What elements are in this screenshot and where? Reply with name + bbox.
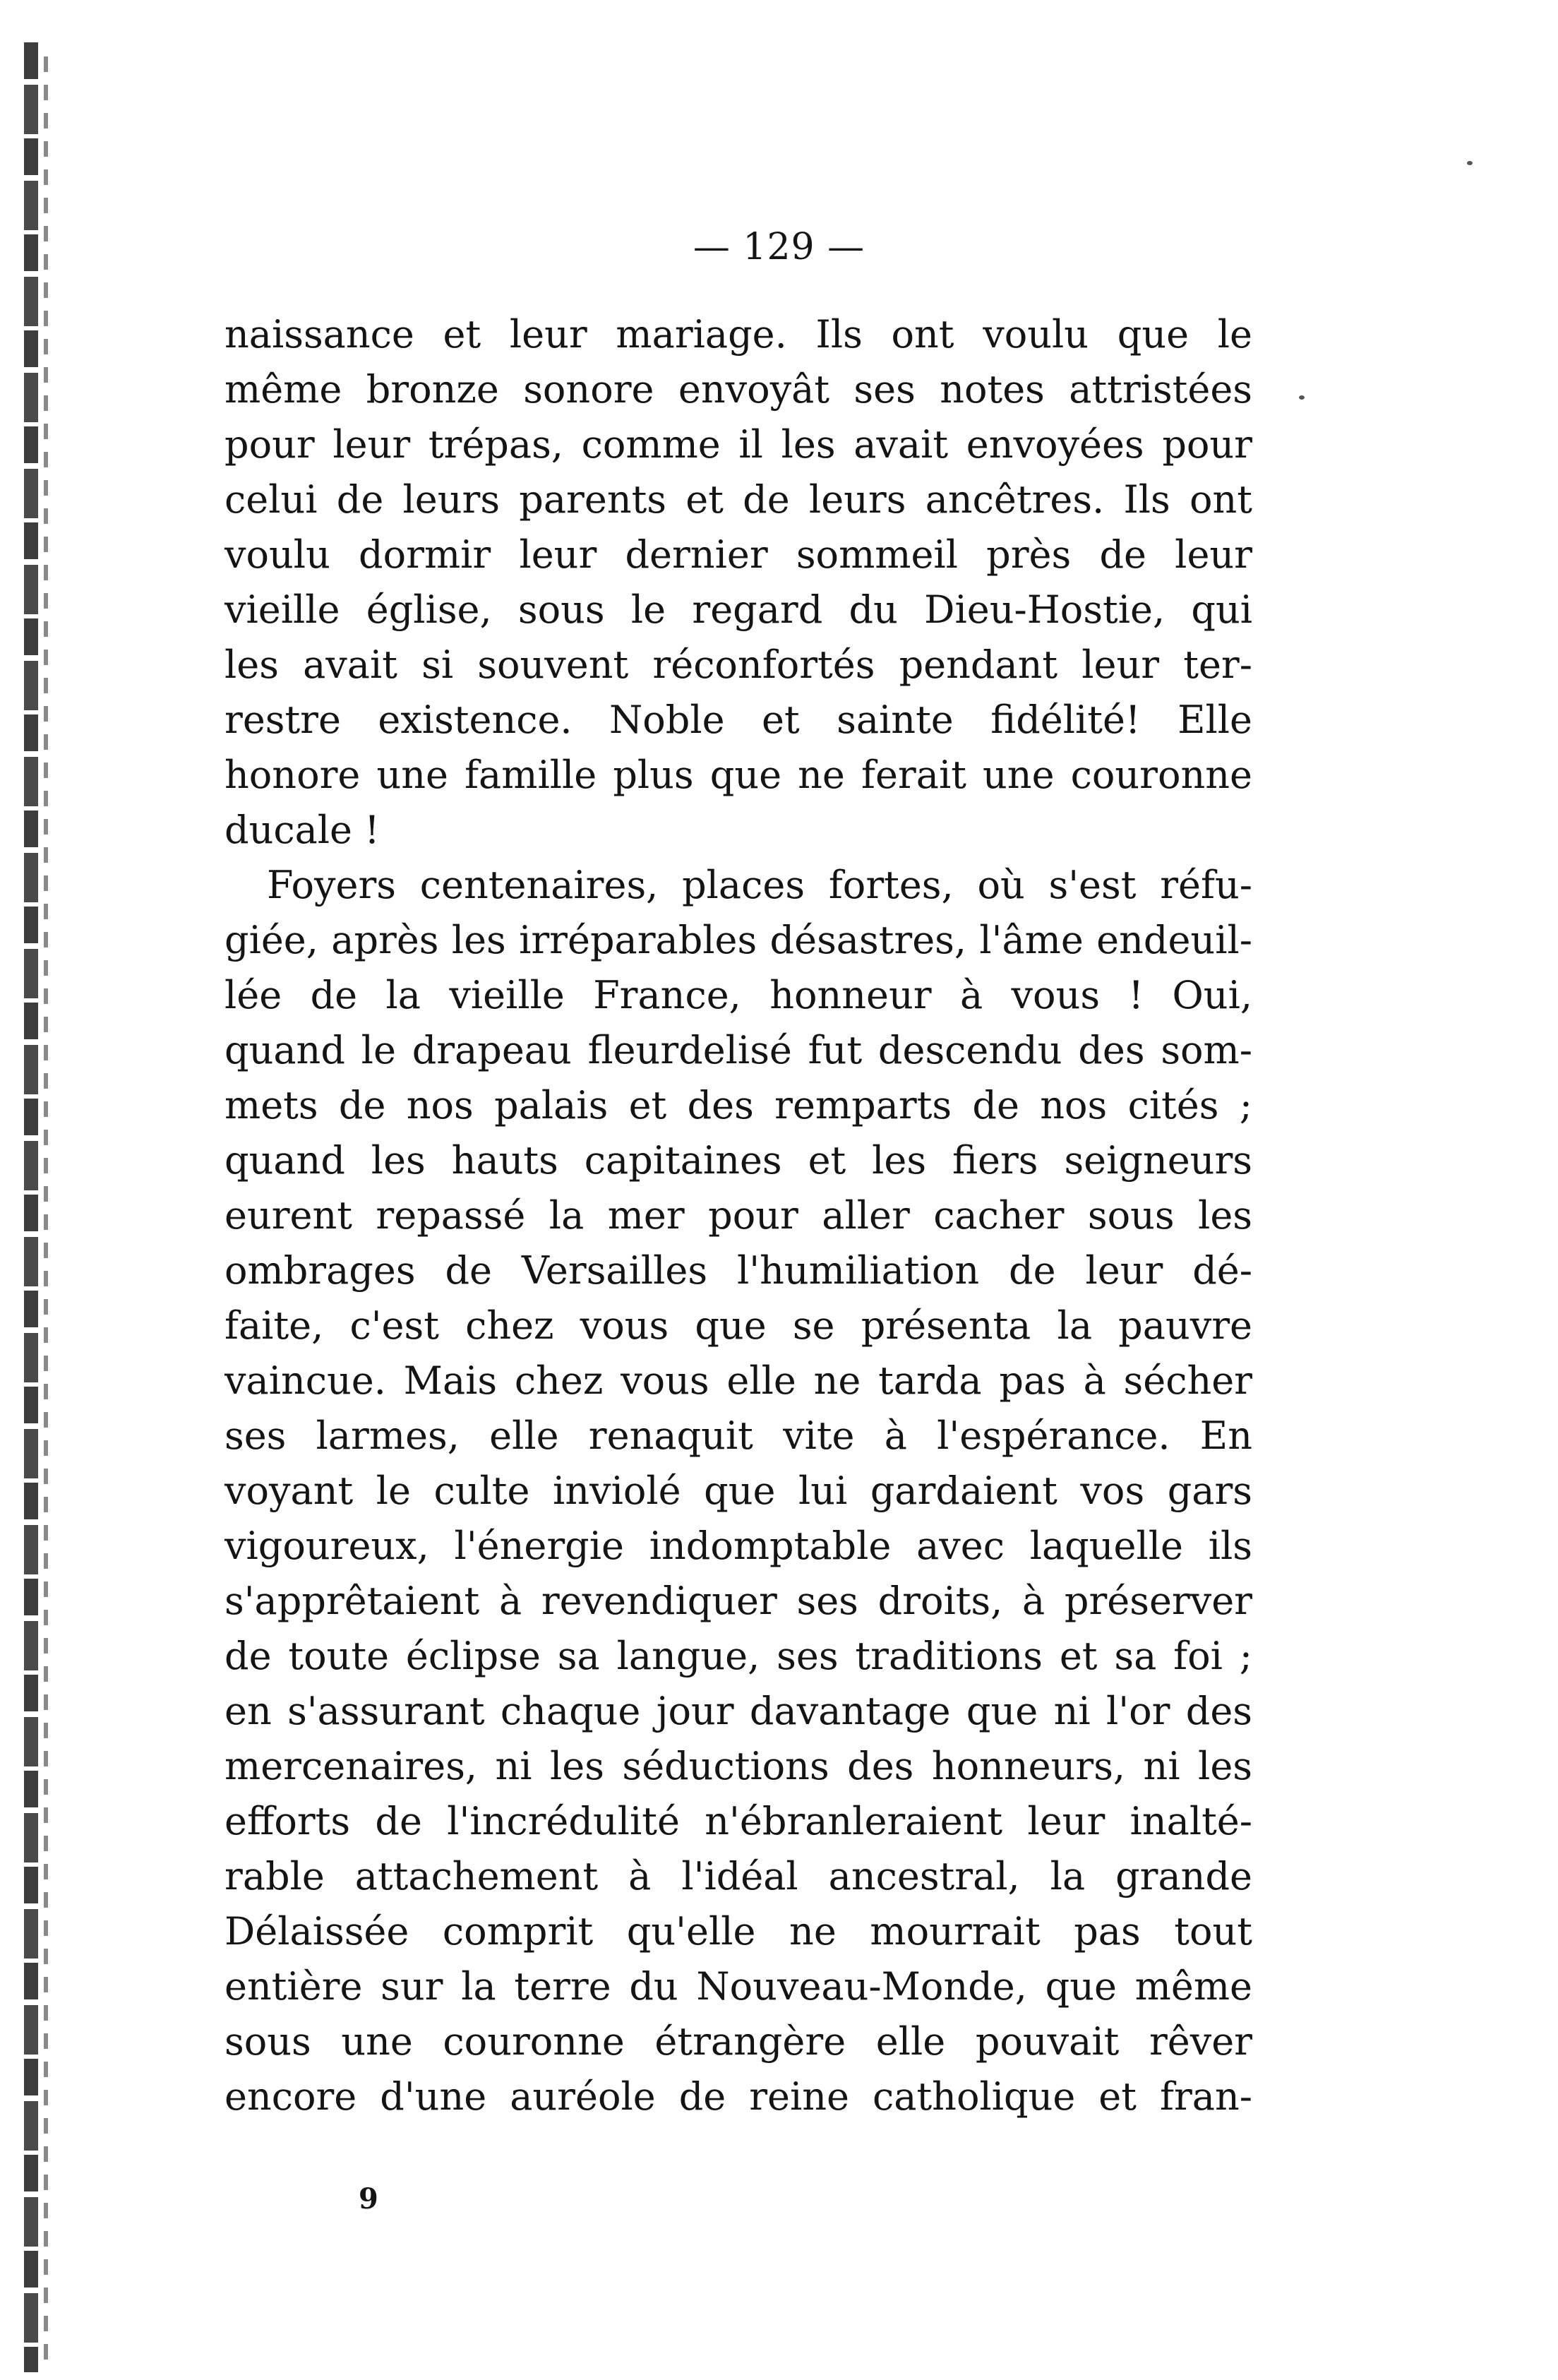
text-line: rable attachement à l'idéal ancestral, la grande <box>224 1854 1252 1898</box>
signature-mark: 9 <box>359 2182 378 2215</box>
binding-edge-inner-shadow <box>44 56 48 2372</box>
text-line: pour leur trépas, comme il les avait envoyées pour <box>224 422 1252 467</box>
text-line: vieille église, sous le regard du Dieu-Hostie, qui <box>224 587 1252 632</box>
text-line: eurent repassé la mer pour aller cacher sous les <box>224 1193 1252 1238</box>
text-line: les avait si souvent réconfortés pendant leur ter- <box>224 642 1252 687</box>
stray-ink-mark <box>1299 395 1305 400</box>
text-line: vaincue. Mais chez vous elle ne tarda pas à sécher <box>224 1358 1252 1403</box>
text-line: mets de nos palais et des remparts de nos cités ; <box>224 1083 1252 1128</box>
page-number: — 129 — <box>693 226 865 268</box>
text-line: restre existence. Noble et sainte fidélité! Elle <box>224 698 1252 742</box>
binding-edge-shadow <box>24 42 38 2372</box>
text-line: vigoureux, l'énergie indomptable avec laquelle ils <box>224 1524 1252 1568</box>
stray-ink-mark <box>1467 161 1473 165</box>
text-line: Délaissée comprit qu'elle ne mourrait pas tout <box>224 1909 1252 1954</box>
text-line: lée de la vieille France, honneur à vous ! Oui, <box>224 973 1252 1017</box>
text-line: efforts de l'incrédulité n'ébranleraient leur inalté- <box>224 1799 1252 1843</box>
text-line: faite, c'est chez vous que se présenta la pauvre <box>224 1303 1252 1348</box>
text-line: voyant le culte inviolé que lui gardaient vos gars <box>224 1469 1252 1513</box>
body-text <box>224 307 1252 2124</box>
text-line: celui de leurs parents et de leurs ancêtres. Ils ont <box>224 477 1252 522</box>
text-line: ses larmes, elle renaquit vite à l'espérance. En <box>224 1413 1252 1458</box>
text-line: en s'assurant chaque jour davantage que ni l'or des <box>224 1689 1252 1733</box>
text-line: même bronze sonore envoyât ses notes attristées <box>224 367 1252 412</box>
text-line: ducale ! <box>224 808 380 852</box>
text-line: mercenaires, ni les séductions des honneurs, ni les <box>224 1744 1252 1788</box>
text-line: de toute éclipse sa langue, ses traditions et sa foi ; <box>224 1634 1252 1678</box>
text-line: s'apprêtaient à revendiquer ses droits, à préserver <box>224 1579 1252 1623</box>
text-line: encore d'une auréole de reine catholique et fran- <box>224 2074 1252 2119</box>
text-line: naissance et leur mariage. Ils ont voulu que le <box>224 312 1252 357</box>
text-line: sous une couronne étrangère elle pouvait rêver <box>224 2019 1252 2064</box>
text-line: entière sur la terre du Nouveau-Monde, que même <box>224 1964 1252 2009</box>
text-line: voulu dormir leur dernier sommeil près de leur <box>224 532 1252 577</box>
text-line: Foyers centenaires, places fortes, où s'est réfu- <box>267 863 1252 907</box>
text-line: quand le drapeau fleurdelisé fut descendu des som- <box>224 1028 1252 1072</box>
text-line: ombrages de Versailles l'humiliation de leur dé- <box>224 1248 1252 1293</box>
text-line: honore une famille plus que ne ferait une couronne <box>224 753 1252 797</box>
text-line: quand les hauts capitaines et les fiers seigneurs <box>224 1138 1252 1183</box>
text-line: giée, après les irréparables désastres, l'âme endeuil- <box>224 918 1252 962</box>
